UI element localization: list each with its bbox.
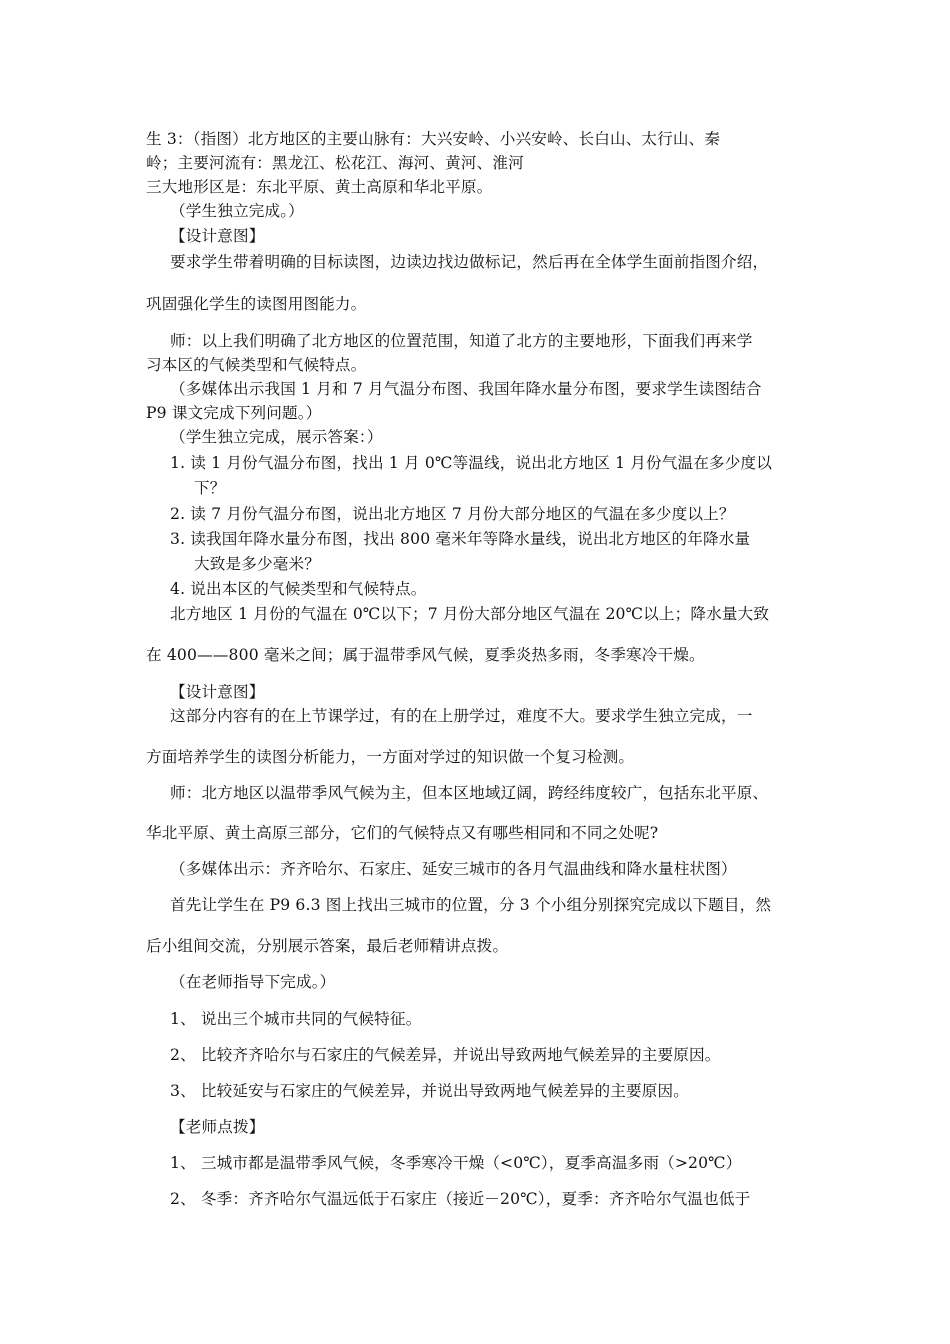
text-line: 师：以上我们明确了北方地区的位置范围，知道了北方的主要地形，下面我们再来学 (170, 332, 753, 350)
text-line: 三大地形区是：东北平原、黄土高原和华北平原。 (146, 178, 493, 196)
text-line: 这部分内容有的在上节课学过，有的在上册学过，难度不大。要求学生独立完成，一 (170, 707, 753, 725)
section-heading: 【设计意图】 (170, 683, 265, 701)
text-line: 生 3：（指图）北方地区的主要山脉有：大兴安岭、小兴安岭、长白山、太行山、秦 (146, 130, 721, 148)
text-line: 巩固强化学生的读图用图能力。 (146, 295, 367, 313)
text-line: 岭；主要河流有：黑龙江、松花江、海河、黄河、淮河 (146, 154, 524, 172)
text-line: 习本区的气候类型和气候特点。 (146, 356, 367, 374)
text-line: 大致是多少毫米？ (194, 555, 320, 573)
text-line: 方面培养学生的读图分析能力，一方面对学过的知识做一个复习检测。 (146, 748, 635, 766)
answer-item: 2、 冬季：齐齐哈尔气温远低于石家庄（接近－20℃），夏季：齐齐哈尔气温也低于 (170, 1190, 751, 1208)
text-line: 北方地区 1 月份的气温在 0℃以下；7 月份大部分地区气温在 20℃以上；降水量大致 (170, 605, 770, 623)
text-line: 首先让学生在 P9 6.3 图上找出三城市的位置，分 3 个小组分别探究完成以下题目，然 (170, 896, 772, 914)
answer-item: 1、 三城市都是温带季风气候，冬季寒冷干燥（<0℃），夏季高温多雨（>20℃） (170, 1154, 742, 1172)
text-line: 华北平原、黄土高原三部分，它们的气候特点又有哪些相同和不同之处呢? (146, 824, 659, 842)
text-line: 要求学生带着明确的目标读图，边读边找边做标记，然后再在全体学生面前指图介绍， (170, 253, 769, 271)
section-heading: 【老师点拨】 (170, 1118, 265, 1136)
section-heading: 【设计意图】 (170, 227, 265, 245)
list-item: 4. 说出本区的气候类型和气候特点。 (170, 580, 427, 598)
text-line: 后小组间交流，分别展示答案，最后老师精讲点拨。 (146, 937, 509, 955)
text-line: （多媒体出示：齐齐哈尔、石家庄、延安三城市的各月气温曲线和降水量柱状图） (170, 860, 737, 878)
question-item: 1、 说出三个城市共同的气候特征。 (170, 1010, 422, 1028)
list-item: 1. 读 1 月份气温分布图，找出 1 月 0℃等温线，说出北方地区 1 月份气温在多少度以 (170, 454, 772, 472)
text-line: （学生独立完成。） (170, 202, 304, 220)
text-line: 在 400——800 毫米之间；属于温带季风气候，夏季炎热多雨，冬季寒冷干燥。 (146, 646, 705, 664)
text-line: （多媒体出示我国 1 月和 7 月气温分布图、我国年降水量分布图，要求学生读图结合 (170, 380, 762, 398)
list-item: 3. 读我国年降水量分布图，找出 800 毫米年等降水量线，说出北方地区的年降水量 (170, 530, 751, 548)
text-line: （学生独立完成，展示答案：） (170, 428, 383, 446)
text-line: 下？ (194, 479, 226, 497)
question-item: 2、 比较齐齐哈尔与石家庄的气候差异，并说出导致两地气候差异的主要原因。 (170, 1046, 721, 1064)
question-item: 3、 比较延安与石家庄的气候差异，并说出导致两地气候差异的主要原因。 (170, 1082, 689, 1100)
text-line: （在老师指导下完成。） (170, 973, 336, 991)
text-line: P9 课文完成下列问题。） (146, 404, 322, 422)
list-item: 2. 读 7 月份气温分布图，说出北方地区 7 月份大部分地区的气温在多少度以上？ (170, 505, 735, 523)
text-line: 师：北方地区以温带季风气候为主，但本区地域辽阔，跨经纬度较广，包括东北平原、 (170, 784, 769, 802)
